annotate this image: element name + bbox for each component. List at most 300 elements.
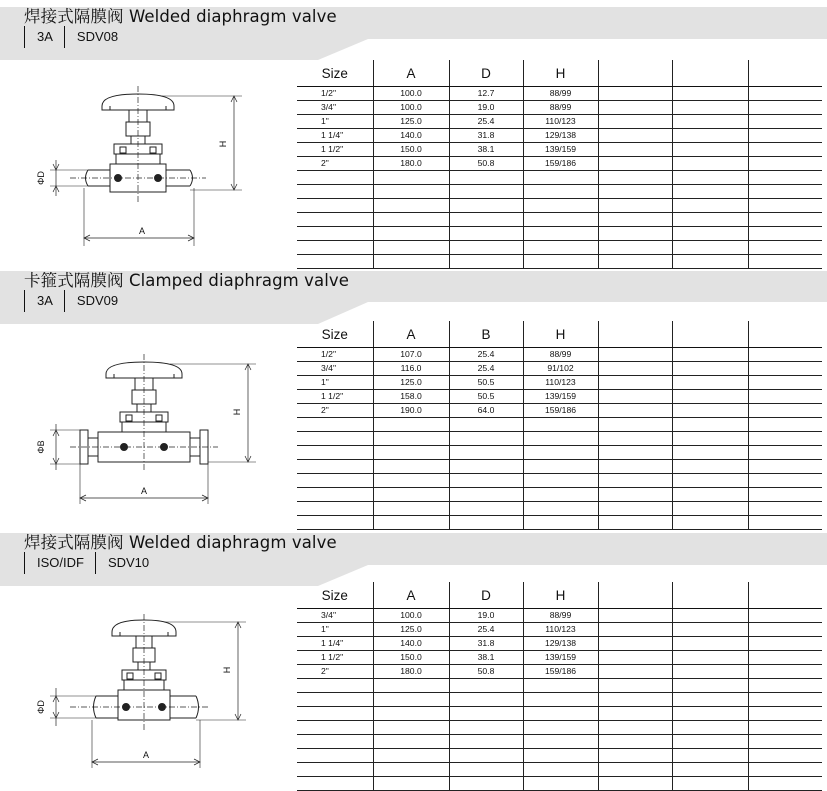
table-row <box>297 665 822 679</box>
table-cell <box>598 623 672 637</box>
table-cell <box>748 185 822 199</box>
table-cell <box>373 721 449 735</box>
table-cell <box>373 777 449 791</box>
table-cell: 2" <box>297 404 373 418</box>
section-header <box>0 0 827 60</box>
table-cell <box>748 432 822 446</box>
column-header <box>748 60 822 87</box>
table-cell <box>449 241 523 255</box>
table-cell <box>449 749 523 763</box>
table-cell <box>598 651 672 665</box>
table-row <box>297 502 822 516</box>
table-cell: 88/99 <box>523 348 598 362</box>
table-cell <box>748 376 822 390</box>
table-cell <box>373 446 449 460</box>
table-cell <box>672 185 748 199</box>
table-cell: 50.8 <box>449 157 523 171</box>
section-header <box>0 264 827 324</box>
table-cell <box>598 446 672 460</box>
table-cell: 88/99 <box>523 87 598 101</box>
column-header: H <box>523 582 598 609</box>
section-title: 焊接式隔膜阀 Welded diaphragm valve <box>24 7 337 26</box>
table-cell <box>297 213 373 227</box>
table-cell <box>523 735 598 749</box>
table-cell: 3/4" <box>297 609 373 623</box>
table-cell: 1 1/2" <box>297 143 373 157</box>
table-cell: 158.0 <box>373 390 449 404</box>
table-cell <box>449 763 523 777</box>
table-row <box>297 171 822 185</box>
table-cell <box>672 679 748 693</box>
table-cell <box>672 460 748 474</box>
table-cell: 150.0 <box>373 143 449 157</box>
table-cell: 31.8 <box>449 129 523 143</box>
spec-table <box>297 582 822 791</box>
column-header: H <box>523 60 598 87</box>
column-header: H <box>523 321 598 348</box>
table-cell <box>748 227 822 241</box>
table-row <box>297 390 822 404</box>
table-cell <box>449 721 523 735</box>
valve-drawing-welded-iso <box>30 612 260 772</box>
dimension-label-b: ΦB <box>36 440 46 454</box>
table-cell <box>748 707 822 721</box>
table-row <box>297 418 822 432</box>
table-cell: 125.0 <box>373 115 449 129</box>
table-cell: 150.0 <box>373 651 449 665</box>
table-row <box>297 157 822 171</box>
table-cell: 25.4 <box>449 348 523 362</box>
table-cell <box>748 488 822 502</box>
model-code-tag: SDV09 <box>64 290 129 312</box>
column-header <box>748 321 822 348</box>
table-cell <box>748 348 822 362</box>
table-cell <box>297 171 373 185</box>
table-cell <box>449 735 523 749</box>
table-cell <box>748 446 822 460</box>
valve-drawing-clamped <box>30 350 270 510</box>
table-cell <box>449 474 523 488</box>
dimension-label-h: H <box>222 666 232 674</box>
table-cell <box>598 777 672 791</box>
table-row <box>297 623 822 637</box>
section-title: 焊接式隔膜阀 Welded diaphragm valve <box>24 533 337 552</box>
dimension-label-h: H <box>232 408 242 416</box>
table-cell <box>297 432 373 446</box>
table-cell: 129/138 <box>523 129 598 143</box>
table-row <box>297 213 822 227</box>
table-cell <box>523 488 598 502</box>
column-header: D <box>449 60 523 87</box>
table-cell <box>598 390 672 404</box>
table-cell <box>672 390 748 404</box>
table-cell <box>449 502 523 516</box>
table-row <box>297 749 822 763</box>
table-cell: 25.4 <box>449 115 523 129</box>
table-cell <box>297 418 373 432</box>
column-header <box>672 321 748 348</box>
table-cell <box>748 129 822 143</box>
table-cell <box>523 432 598 446</box>
table-row <box>297 432 822 446</box>
table-cell <box>598 432 672 446</box>
table-cell <box>449 488 523 502</box>
table-row <box>297 474 822 488</box>
table-row <box>297 185 822 199</box>
table-cell <box>523 721 598 735</box>
column-header: A <box>373 582 449 609</box>
table-cell <box>672 227 748 241</box>
table-cell: 1/2" <box>297 348 373 362</box>
table-cell <box>297 185 373 199</box>
table-cell <box>373 693 449 707</box>
column-header: A <box>373 321 449 348</box>
table-cell <box>748 721 822 735</box>
table-cell: 139/159 <box>523 143 598 157</box>
table-cell: 64.0 <box>449 404 523 418</box>
table-cell <box>297 707 373 721</box>
table-cell <box>373 735 449 749</box>
table-cell: 2" <box>297 157 373 171</box>
table-row <box>297 488 822 502</box>
table-cell <box>598 101 672 115</box>
table-cell <box>672 376 748 390</box>
table-cell <box>297 474 373 488</box>
table-cell <box>748 609 822 623</box>
table-row <box>297 707 822 721</box>
table-cell <box>748 623 822 637</box>
table-header-row <box>297 60 822 87</box>
table-cell: 100.0 <box>373 87 449 101</box>
table-row <box>297 362 822 376</box>
table-cell <box>748 749 822 763</box>
table-row <box>297 735 822 749</box>
table-row <box>297 460 822 474</box>
table-cell <box>598 143 672 157</box>
table-cell <box>297 502 373 516</box>
column-header: B <box>449 321 523 348</box>
table-cell <box>297 777 373 791</box>
dimension-label-a: A <box>142 750 150 760</box>
table-cell <box>748 241 822 255</box>
table-cell <box>748 651 822 665</box>
table-cell <box>672 446 748 460</box>
table-cell <box>523 460 598 474</box>
table-cell <box>598 488 672 502</box>
table-cell <box>598 460 672 474</box>
table-cell <box>373 763 449 777</box>
table-cell <box>373 679 449 693</box>
table-cell <box>297 446 373 460</box>
column-header: Size <box>297 321 373 348</box>
table-cell <box>748 101 822 115</box>
table-cell <box>449 185 523 199</box>
table-cell <box>748 362 822 376</box>
table-cell <box>748 460 822 474</box>
table-cell <box>297 241 373 255</box>
table-cell <box>672 665 748 679</box>
table-row <box>297 651 822 665</box>
dimension-label-a: A <box>138 226 146 236</box>
table-cell <box>672 157 748 171</box>
table-cell <box>672 101 748 115</box>
table-cell <box>373 241 449 255</box>
table-cell <box>598 721 672 735</box>
table-cell: 31.8 <box>449 637 523 651</box>
table-row <box>297 227 822 241</box>
table-cell <box>672 637 748 651</box>
table-cell <box>523 679 598 693</box>
table-cell <box>672 213 748 227</box>
table-cell <box>373 199 449 213</box>
table-cell <box>598 362 672 376</box>
column-header <box>598 60 672 87</box>
table-cell <box>449 460 523 474</box>
dimension-label-a: A <box>140 486 148 496</box>
table-cell <box>449 213 523 227</box>
table-cell: 19.0 <box>449 101 523 115</box>
table-cell: 1/2" <box>297 87 373 101</box>
table-row <box>297 763 822 777</box>
table-row <box>297 404 822 418</box>
table-cell <box>598 213 672 227</box>
table-cell <box>672 404 748 418</box>
table-row <box>297 721 822 735</box>
table-cell <box>672 721 748 735</box>
table-cell <box>672 735 748 749</box>
table-row <box>297 446 822 460</box>
table-cell <box>672 777 748 791</box>
table-cell <box>297 693 373 707</box>
table-row <box>297 129 822 143</box>
valve-drawing-welded <box>30 84 260 254</box>
table-cell <box>748 157 822 171</box>
table-cell: 88/99 <box>523 101 598 115</box>
table-cell <box>672 348 748 362</box>
table-cell <box>297 721 373 735</box>
column-header <box>672 582 748 609</box>
table-cell <box>672 171 748 185</box>
table-cell <box>523 749 598 763</box>
table-cell <box>748 474 822 488</box>
table-cell <box>748 637 822 651</box>
standard-tag: 3A <box>24 290 64 312</box>
table-cell <box>297 460 373 474</box>
table-cell <box>449 679 523 693</box>
column-header: A <box>373 60 449 87</box>
table-cell: 107.0 <box>373 348 449 362</box>
table-cell <box>672 651 748 665</box>
table-cell <box>598 637 672 651</box>
table-cell <box>598 502 672 516</box>
table-cell <box>373 749 449 763</box>
table-cell: 1 1/2" <box>297 390 373 404</box>
table-cell: 1 1/4" <box>297 129 373 143</box>
table-cell: 180.0 <box>373 665 449 679</box>
table-cell <box>523 241 598 255</box>
table-cell: 110/123 <box>523 623 598 637</box>
table-cell <box>672 502 748 516</box>
table-cell <box>748 679 822 693</box>
table-cell: 125.0 <box>373 376 449 390</box>
table-cell: 110/123 <box>523 376 598 390</box>
table-row <box>297 101 822 115</box>
table-cell <box>373 227 449 241</box>
table-cell <box>672 362 748 376</box>
table-cell <box>672 129 748 143</box>
table-cell <box>449 171 523 185</box>
table-cell <box>373 432 449 446</box>
table-cell <box>672 241 748 255</box>
table-cell <box>373 185 449 199</box>
table-cell <box>672 418 748 432</box>
table-cell: 50.8 <box>449 665 523 679</box>
table-cell <box>598 693 672 707</box>
model-tags <box>24 552 160 574</box>
table-cell <box>373 460 449 474</box>
table-cell <box>523 171 598 185</box>
spec-table <box>297 321 822 530</box>
table-cell <box>523 763 598 777</box>
table-cell: 159/186 <box>523 665 598 679</box>
dimension-label-d: ΦD <box>36 700 46 714</box>
table-cell <box>598 679 672 693</box>
table-cell <box>598 609 672 623</box>
table-cell <box>297 227 373 241</box>
table-cell <box>297 199 373 213</box>
table-cell <box>672 432 748 446</box>
table-cell <box>297 749 373 763</box>
model-code-tag: SDV10 <box>95 552 160 574</box>
table-cell <box>748 665 822 679</box>
table-row <box>297 376 822 390</box>
table-cell: 2" <box>297 665 373 679</box>
table-cell <box>373 488 449 502</box>
table-cell <box>598 241 672 255</box>
table-cell: 110/123 <box>523 115 598 129</box>
standard-tag: 3A <box>24 26 64 48</box>
table-cell <box>748 777 822 791</box>
table-cell <box>598 735 672 749</box>
table-cell <box>523 213 598 227</box>
table-cell <box>598 115 672 129</box>
table-cell <box>672 707 748 721</box>
table-cell <box>373 502 449 516</box>
table-cell <box>598 185 672 199</box>
table-cell <box>373 171 449 185</box>
table-cell <box>748 404 822 418</box>
table-row <box>297 87 822 101</box>
table-cell: 25.4 <box>449 623 523 637</box>
table-cell <box>672 87 748 101</box>
table-cell <box>449 432 523 446</box>
table-cell <box>672 199 748 213</box>
table-cell: 116.0 <box>373 362 449 376</box>
table-row <box>297 199 822 213</box>
column-header: Size <box>297 582 373 609</box>
table-cell <box>748 390 822 404</box>
dimension-label-d: ΦD <box>36 171 46 185</box>
column-header <box>672 60 748 87</box>
table-cell: 3/4" <box>297 362 373 376</box>
table-row <box>297 693 822 707</box>
spec-table <box>297 60 822 269</box>
table-row <box>297 241 822 255</box>
table-cell <box>672 488 748 502</box>
table-cell: 1" <box>297 623 373 637</box>
table-cell <box>449 199 523 213</box>
table-header-row <box>297 582 822 609</box>
table-cell: 140.0 <box>373 129 449 143</box>
model-tags <box>24 26 129 48</box>
dimension-label-h: H <box>218 140 228 148</box>
table-cell <box>748 87 822 101</box>
table-cell: 50.5 <box>449 390 523 404</box>
table-cell <box>748 735 822 749</box>
table-cell <box>672 143 748 157</box>
table-cell: 180.0 <box>373 157 449 171</box>
table-cell <box>598 707 672 721</box>
table-row <box>297 777 822 791</box>
table-cell <box>297 735 373 749</box>
table-cell: 159/186 <box>523 157 598 171</box>
table-cell <box>598 418 672 432</box>
table-cell <box>523 777 598 791</box>
table-cell <box>297 763 373 777</box>
table-cell <box>598 87 672 101</box>
table-cell <box>598 348 672 362</box>
table-cell: 38.1 <box>449 651 523 665</box>
column-header <box>598 582 672 609</box>
table-cell <box>598 665 672 679</box>
table-cell <box>523 418 598 432</box>
table-cell <box>672 609 748 623</box>
table-cell <box>523 446 598 460</box>
table-cell: 12.7 <box>449 87 523 101</box>
table-cell: 100.0 <box>373 609 449 623</box>
table-cell <box>598 199 672 213</box>
model-tags <box>24 290 129 312</box>
table-cell <box>523 227 598 241</box>
table-cell <box>297 679 373 693</box>
table-cell <box>373 707 449 721</box>
standard-tag: ISO/IDF <box>24 552 95 574</box>
table-cell: 140.0 <box>373 637 449 651</box>
table-cell: 1" <box>297 115 373 129</box>
table-cell <box>748 171 822 185</box>
table-cell <box>598 749 672 763</box>
table-cell <box>598 157 672 171</box>
table-cell <box>748 143 822 157</box>
table-cell: 3/4" <box>297 101 373 115</box>
table-cell: 38.1 <box>449 143 523 157</box>
table-cell: 25.4 <box>449 362 523 376</box>
table-row <box>297 637 822 651</box>
table-cell: 19.0 <box>449 609 523 623</box>
table-cell <box>672 693 748 707</box>
table-cell <box>598 404 672 418</box>
table-row <box>297 679 822 693</box>
table-cell: 139/159 <box>523 651 598 665</box>
table-cell <box>672 623 748 637</box>
table-cell <box>449 446 523 460</box>
table-cell <box>598 474 672 488</box>
table-cell: 91/102 <box>523 362 598 376</box>
table-cell: 125.0 <box>373 623 449 637</box>
column-header: D <box>449 582 523 609</box>
column-header <box>748 582 822 609</box>
table-header-row <box>297 321 822 348</box>
